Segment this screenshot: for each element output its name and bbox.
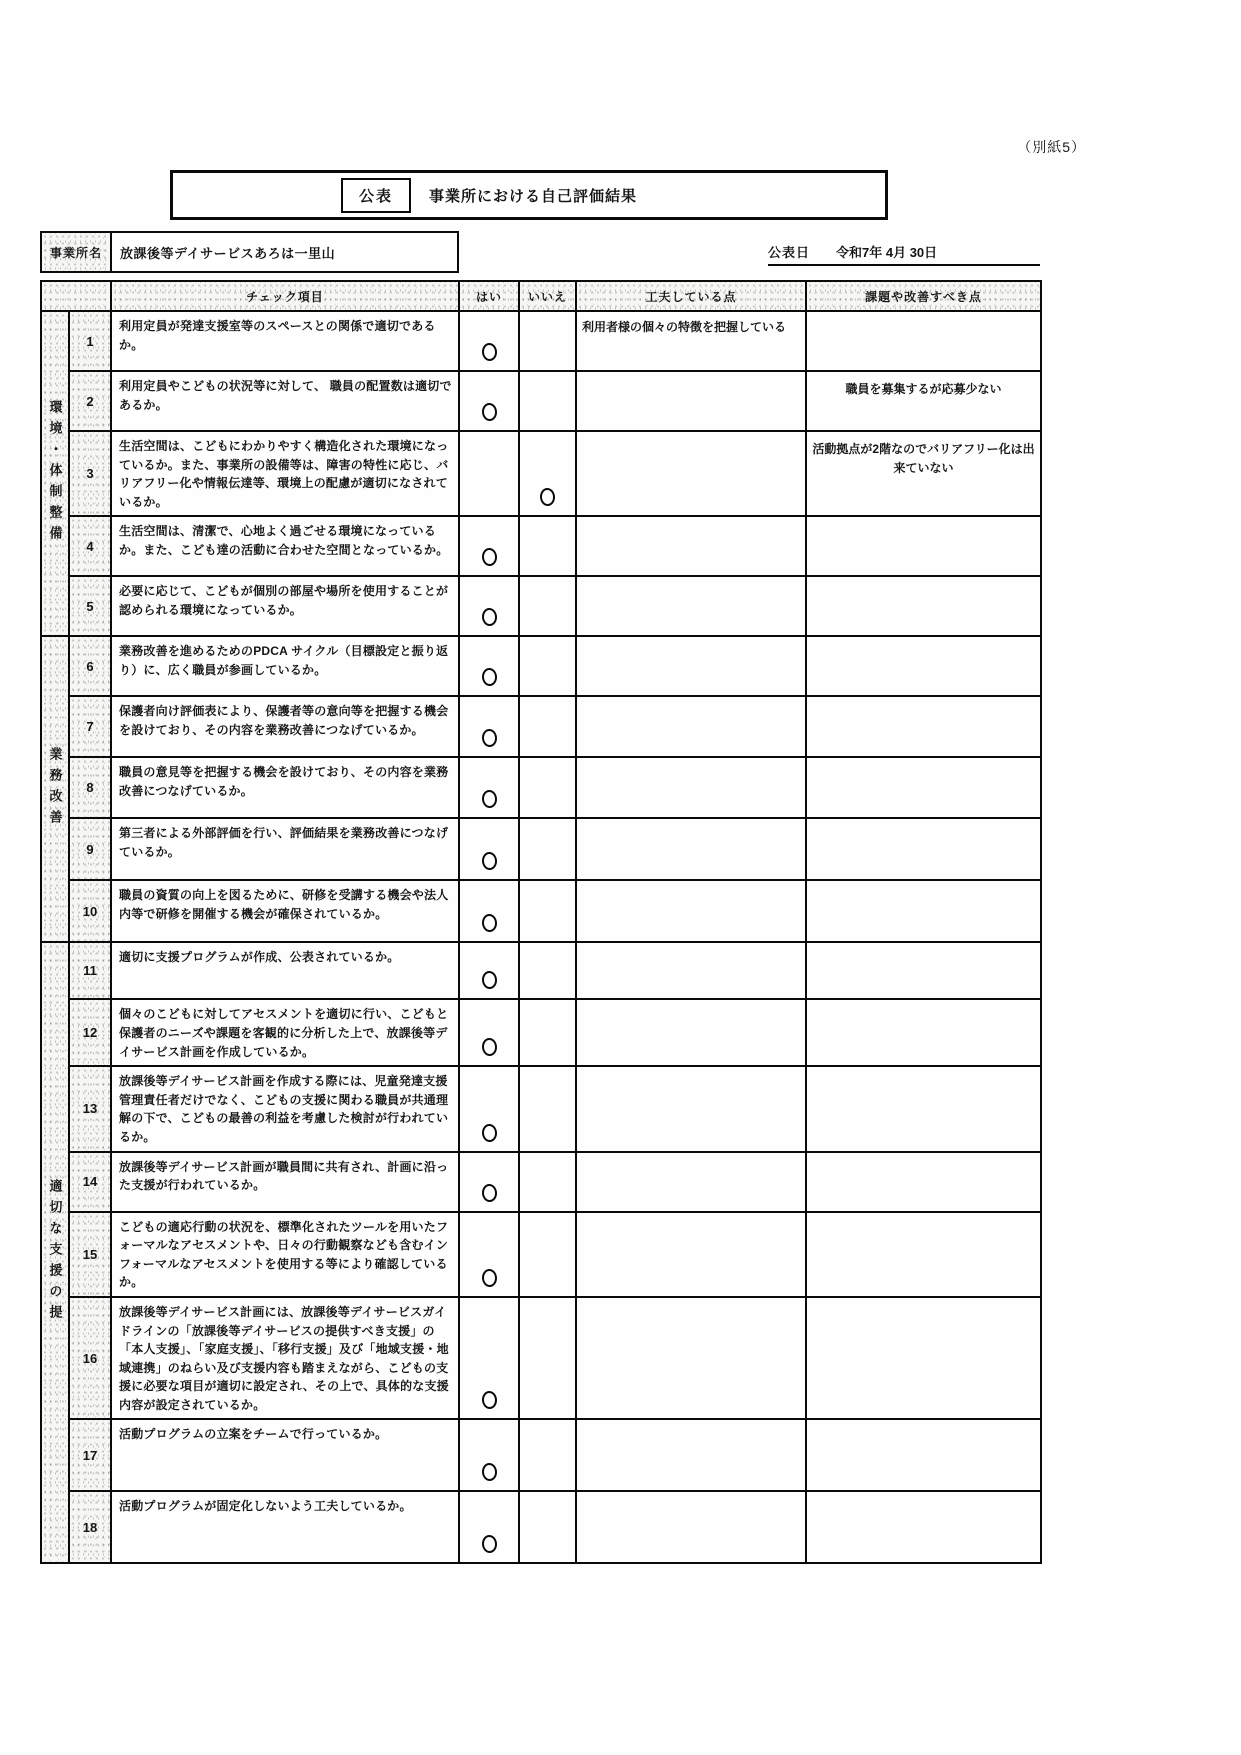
row-number: 12 [69,999,111,1066]
yes-answer-cell [459,1066,519,1151]
section-cell [41,942,69,1563]
publication-label: 公表 [341,178,411,213]
yes-answer-cell [459,942,519,999]
table-row [41,1491,1041,1563]
circle-mark-icon [481,608,497,627]
header-yes: はい [459,281,519,311]
issue-point-text: 職員を募集するが応募少ない [806,371,1041,431]
yes-answer-cell [459,880,519,942]
issue-point-text [806,1419,1041,1491]
circle-mark-icon [481,342,497,361]
yes-answer-cell [459,1491,519,1563]
question-text: 第三者による外部評価を行い、評価結果を業務改善につなげているか。 [111,818,459,880]
yes-answer-cell [459,636,519,696]
devised-point-text [576,942,806,999]
yes-answer-cell [459,371,519,431]
devised-point-text [576,1419,806,1491]
question-text: 活動プログラムが固定化しないよう工夫しているか。 [111,1491,459,1563]
yes-answer-cell [459,1212,519,1297]
devised-point-text [576,1212,806,1297]
devised-point-text [576,576,806,636]
table-row [41,371,1041,431]
devised-point-text [576,696,806,757]
devised-point-text [576,516,806,576]
question-text: 利用定員やこどもの状況等に対して、 職員の配置数は適切であるか。 [111,371,459,431]
yes-answer-cell [459,1152,519,1212]
yes-answer-cell [459,999,519,1066]
no-answer-cell [519,576,576,636]
yes-answer-cell [459,757,519,818]
no-answer-cell [519,311,576,371]
circle-mark-icon [481,548,497,567]
devised-point-text [576,371,806,431]
row-number: 11 [69,942,111,999]
no-answer-cell [519,696,576,757]
question-text: 職員の資質の向上を図るために、研修を受講する機会や法人内等で研修を開催する機会が確保されているか。 [111,880,459,942]
devised-point-text [576,1152,806,1212]
table-header-row [41,281,1041,311]
row-number: 13 [69,1066,111,1151]
issue-point-text [806,1152,1041,1212]
question-text: 職員の意見等を把握する機会を設けており、その内容を業務改善につなげているか。 [111,757,459,818]
issue-point-text [806,999,1041,1066]
devised-point-text [576,757,806,818]
devised-point-text [576,1297,806,1420]
yes-answer-cell [459,311,519,371]
circle-mark-icon [481,1268,497,1287]
question-text: 生活空間は、こどもにわかりやすく構造化された環境になっているか。また、事業所の設備等は、障害の特性に応じ、バリアフリー化や情報伝達等、環境上の配慮が適切になされているか。 [111,431,459,516]
issue-point-text [806,1066,1041,1151]
question-text: 放課後等デイサービス計画を作成する際には、児童発達支援管理責任者だけでなく、こどもの支援に関わる職員が共通理解の下で、こどもの最善の利益を考慮した検討が行われているか。 [111,1066,459,1151]
table-row [41,576,1041,636]
table-row [41,1066,1041,1151]
section-cell [41,636,69,942]
question-text: 適切に支援プログラムが作成、公表されているか。 [111,942,459,999]
office-name-box [40,231,459,273]
circle-mark-icon [481,402,497,421]
issue-point-text [806,636,1041,696]
question-text: 保護者向け評価表により、保護者等の意向等を把握する機会を設けており、その内容を業務改善につなげているか。 [111,696,459,757]
no-answer-cell [519,1212,576,1297]
issue-point-text [806,1212,1041,1297]
header-no: いいえ [519,281,576,311]
table-row [41,880,1041,942]
devised-point-text [576,431,806,516]
circle-mark-icon [539,488,555,507]
table-row [41,999,1041,1066]
issue-point-text [806,516,1041,576]
circle-mark-icon [481,852,497,871]
yes-answer-cell [459,1419,519,1491]
circle-mark-icon [481,971,497,990]
row-number: 7 [69,696,111,757]
circle-mark-icon [481,1535,497,1554]
table-row [41,1297,1041,1420]
no-answer-cell [519,1152,576,1212]
question-text: 生活空間は、清潔で、心地よく過ごせる環境になっているか。また、こども達の活動に合わせた空間となっているか。 [111,516,459,576]
no-answer-cell [519,371,576,431]
table-row [41,1152,1041,1212]
issue-point-text [806,696,1041,757]
table-row [41,1212,1041,1297]
issue-point-text [806,942,1041,999]
circle-mark-icon [481,1183,497,1202]
circle-mark-icon [481,1391,497,1410]
no-answer-cell [519,880,576,942]
self-evaluation-table [40,280,1042,1564]
devised-point-text [576,636,806,696]
section-cell [41,311,69,636]
table-row [41,818,1041,880]
no-answer-cell [519,818,576,880]
title-box [170,170,888,220]
question-text: 放課後等デイサービス計画には、放課後等デイサービスガイドラインの「放課後等デイサービスの提供すべき支援」の「本人支援」、「家庭支援」、「移行支援」及び「地域支援・地域連携」のねらい及び支援内容も踏まえながら、こどもの支援に必要な項目が適切に設定され、その上で、具体的な支援内容が設定されているか。 [111,1297,459,1420]
circle-mark-icon [481,668,497,687]
attachment-label: （別紙5） [1017,139,1086,155]
section-label: 業務改善 [47,747,63,832]
issue-point-text [806,1297,1041,1420]
publish-date-row [768,238,1040,266]
section-label: 環境・体制整備 [47,400,63,548]
table-row [41,311,1041,371]
no-answer-cell [519,1066,576,1151]
table-row [41,696,1041,757]
row-number: 15 [69,1212,111,1297]
office-name-label: 事業所名 [42,233,112,271]
question-text: 個々のこどもに対してアセスメントを適切に行い、こどもと保護者のニーズや課題を客観的に分析した上で、放課後等デイサービス計画を作成しているか。 [111,999,459,1066]
section-label: 適切な支援の提 [47,1179,63,1327]
devised-point-text [576,818,806,880]
header-devised: 工夫している点 [576,281,806,311]
issue-point-text [806,1491,1041,1563]
question-text: 活動プログラムの立案をチームで行っているか。 [111,1419,459,1491]
office-name-value: 放課後等デイサービスあろは一里山 [120,245,336,261]
circle-mark-icon [481,1038,497,1057]
issue-point-text [806,757,1041,818]
no-answer-cell [519,1419,576,1491]
question-text: 必要に応じて、こどもが個別の部屋や場所を使用することが認められる環境になっているか。 [111,576,459,636]
row-number: 1 [69,311,111,371]
issue-point-text [806,880,1041,942]
row-number: 17 [69,1419,111,1491]
circle-mark-icon [481,729,497,748]
yes-answer-cell [459,696,519,757]
question-text: 業務改善を進めるためのPDCA サイクル（目標設定と振り返り）に、広く職員が参画しているか。 [111,636,459,696]
devised-point-text [576,1066,806,1151]
no-answer-cell [519,516,576,576]
row-number: 5 [69,576,111,636]
row-number: 10 [69,880,111,942]
no-answer-cell [519,1297,576,1420]
issue-point-text: 活動拠点が2階なのでバリアフリー化は出来ていない [806,431,1041,516]
question-text: こどもの適応行動の状況を、標準化されたツールを用いたフォーマルなアセスメントや、日々の行動観察なども含むインフォーマルなアセスメントを使用する等により確認しているか。 [111,1212,459,1297]
no-answer-cell [519,942,576,999]
header-corner-cell [41,281,111,311]
no-answer-cell [519,757,576,818]
question-text: 利用定員が発達支援室等のスペースとの関係で適切であるか。 [111,311,459,371]
yes-answer-cell [459,818,519,880]
publish-date-label: 公表日 [768,244,811,260]
row-number: 14 [69,1152,111,1212]
row-number: 6 [69,636,111,696]
table-row [41,516,1041,576]
circle-mark-icon [481,790,497,809]
table-row [41,431,1041,516]
yes-answer-cell [459,1297,519,1420]
header-check-item: チェック項目 [111,281,459,311]
issue-point-text [806,311,1041,371]
yes-answer-cell [459,576,519,636]
row-number: 2 [69,371,111,431]
circle-mark-icon [481,1123,497,1142]
no-answer-cell [519,999,576,1066]
circle-mark-icon [481,1463,497,1482]
devised-point-text [576,999,806,1066]
devised-point-text: 利用者様の個々の特徴を把握している [576,311,806,371]
devised-point-text [576,1491,806,1563]
issue-point-text [806,818,1041,880]
no-answer-cell [519,431,576,516]
circle-mark-icon [481,914,497,933]
table-row [41,636,1041,696]
row-number: 8 [69,757,111,818]
yes-answer-cell [459,431,519,516]
yes-answer-cell [459,516,519,576]
devised-point-text [576,880,806,942]
header-issues: 課題や改善すべき点 [806,281,1041,311]
no-answer-cell [519,636,576,696]
no-answer-cell [519,1491,576,1563]
page-title: 事業所における自己評価結果 [429,187,638,205]
issue-point-text [806,576,1041,636]
question-text: 放課後等デイサービス計画が職員間に共有され、計画に沿った支援が行われているか。 [111,1152,459,1212]
publish-date-value: 令和7年 4月 30日 [836,244,938,260]
table-row [41,942,1041,999]
table-row [41,757,1041,818]
row-number: 16 [69,1297,111,1420]
row-number: 9 [69,818,111,880]
row-number: 18 [69,1491,111,1563]
table-row [41,1419,1041,1491]
row-number: 3 [69,431,111,516]
row-number: 4 [69,516,111,576]
